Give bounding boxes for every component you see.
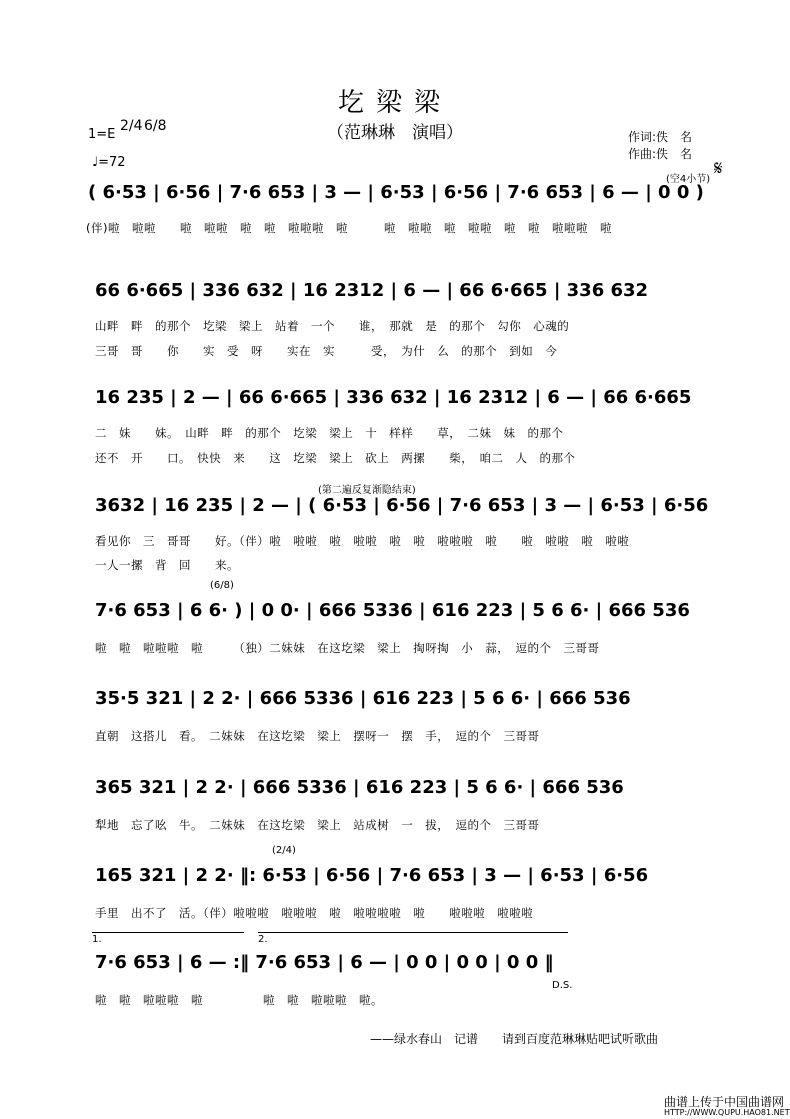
volta-2-label: 2.: [258, 934, 268, 945]
time-signature-68: 6/8: [144, 118, 167, 134]
notation-line: 16 235 | 2 — | 66 6·665 | 336 632 | 16 2312 | 6 — | 66 6·665: [95, 387, 692, 408]
notation-line: 66 6·665 | 336 632 | 16 2312 | 6 — | 66 6·665 | 336 632: [95, 280, 649, 301]
volta-bracket-2: [258, 932, 568, 933]
lyric-line-1: (伴)啦 啦啦 啦 啦啦 啦 啦 啦啦啦 啦 啦 啦啦 啦 啦啦 啦 啦 啦啦啦 啦: [86, 221, 612, 235]
annotation: (空4小节): [666, 174, 711, 185]
notation-line: 165 321 | 2 2· ‖: 6·53 | 6·56 | 7·6 653 | 3 — | 6·53 | 6·56: [95, 865, 649, 886]
annotation: (2/4): [272, 845, 296, 856]
annotation: (6/8): [210, 580, 234, 591]
lyric-line-1: 犁地 忘了吆 牛。 二妹妹 在这圪梁 梁上 站成树 一 拔， 逗的个 三哥哥: [95, 818, 540, 832]
lyric-line-1: 手里 出不了 活。（伴）啦啦啦 啦啦啦 啦 啦啦啦啦 啦 啦啦啦 啦啦啦: [95, 906, 534, 920]
volta-1-label: 1.: [92, 934, 102, 945]
transcriber-credit: ——绿水春山 记谱: [370, 1032, 479, 1046]
notation-line: 7·6 653 | 6 — :‖ 7·6 653 | 6 — | 0 0 | 0 0 | 0 0 ‖: [95, 952, 554, 973]
source-url: HTTP://WWW.QUPU.HAO81.NET: [664, 1108, 790, 1117]
segno-icon: 𝄋: [714, 156, 723, 180]
performer-subtitle: （范琳琳 演唱）: [327, 123, 463, 143]
lyric-line-1: 啦 啦 啦啦啦 啦 啦 啦 啦啦啦 啦。: [95, 993, 383, 1007]
notation-line: 7·6 653 | 6 6· ) | 0 0· | 666 5336 | 616 223 | 5 6 6· | 666 536: [95, 600, 690, 621]
lyric-line-1: 山畔 畔 的那个 圪梁 梁上 站着 一个 谁， 那就 是 的那个 勾你 心魂的: [95, 319, 570, 333]
notation-line: 35·5 321 | 2 2· | 666 5336 | 616 223 | 5 6 6· | 666 536: [95, 688, 631, 709]
notation-line: ( 6·53 | 6·56 | 7·6 653 | 3 — | 6·53 | 6·56 | 7·6 653 | 6 — | 0 0 ): [88, 182, 704, 203]
song-title: 圪梁梁: [337, 88, 452, 118]
composer-credit: 作曲:佚 名: [628, 147, 693, 161]
notation-line: 365 321 | 2 2· | 666 5336 | 616 223 | 5 6 6· | 666 536: [95, 777, 624, 798]
key-signature: 1=E: [88, 127, 116, 142]
source-site: 曲谱上传于中国曲谱网: [664, 1095, 785, 1109]
lyricist-credit: 作词:佚 名: [628, 130, 693, 144]
lyric-line-1: 看见你 三 哥哥 好。（伴）啦 啦啦 啦 啦啦 啦 啦 啦啦啦 啦 啦 啦啦 啦 啦啦: [95, 534, 630, 548]
lyric-line-1: 二 妹 妹。 山畔 畔 的那个 圪梁 梁上 十 样样 草， 二妹 妹 的那个: [95, 426, 564, 440]
tempo-mark: ♩=72: [92, 155, 126, 170]
notation-line: 3632 | 16 235 | 2 — | ( 6·53 | 6·56 | 7·6 653 | 3 — | 6·53 | 6·56: [95, 495, 709, 516]
listen-note: 请到百度范琳琳贴吧试听歌曲: [502, 1032, 659, 1046]
volta-bracket-1: [92, 932, 244, 933]
lyric-line-1: 直朝 这搭儿 看。 二妹妹 在这圪梁 梁上 摆呀一 摆 手， 逗的个 三哥哥: [95, 729, 540, 743]
dal-segno-mark: D.S.: [552, 980, 573, 991]
lyric-line-2: 三哥 哥 你 实 受 呀 实在 实 受， 为什 么 的那个 到如 今: [95, 344, 558, 358]
time-signature-24: 2/4: [120, 118, 143, 134]
annotation: (第二遍反复渐隐结束): [318, 485, 416, 496]
lyric-line-2: 还不 开 口。 快快 来 这 圪梁 梁上 砍上 两摞 柴， 咱二 人 的那个: [95, 451, 576, 465]
lyric-line-2: 一人一摞 背 回 来。: [95, 558, 239, 572]
lyric-line-1: 啦 啦 啦啦啦 啦 （独）二妹妹 在这圪梁 梁上 掏呀掏 小 蒜， 逗的个 三哥哥: [95, 641, 600, 655]
